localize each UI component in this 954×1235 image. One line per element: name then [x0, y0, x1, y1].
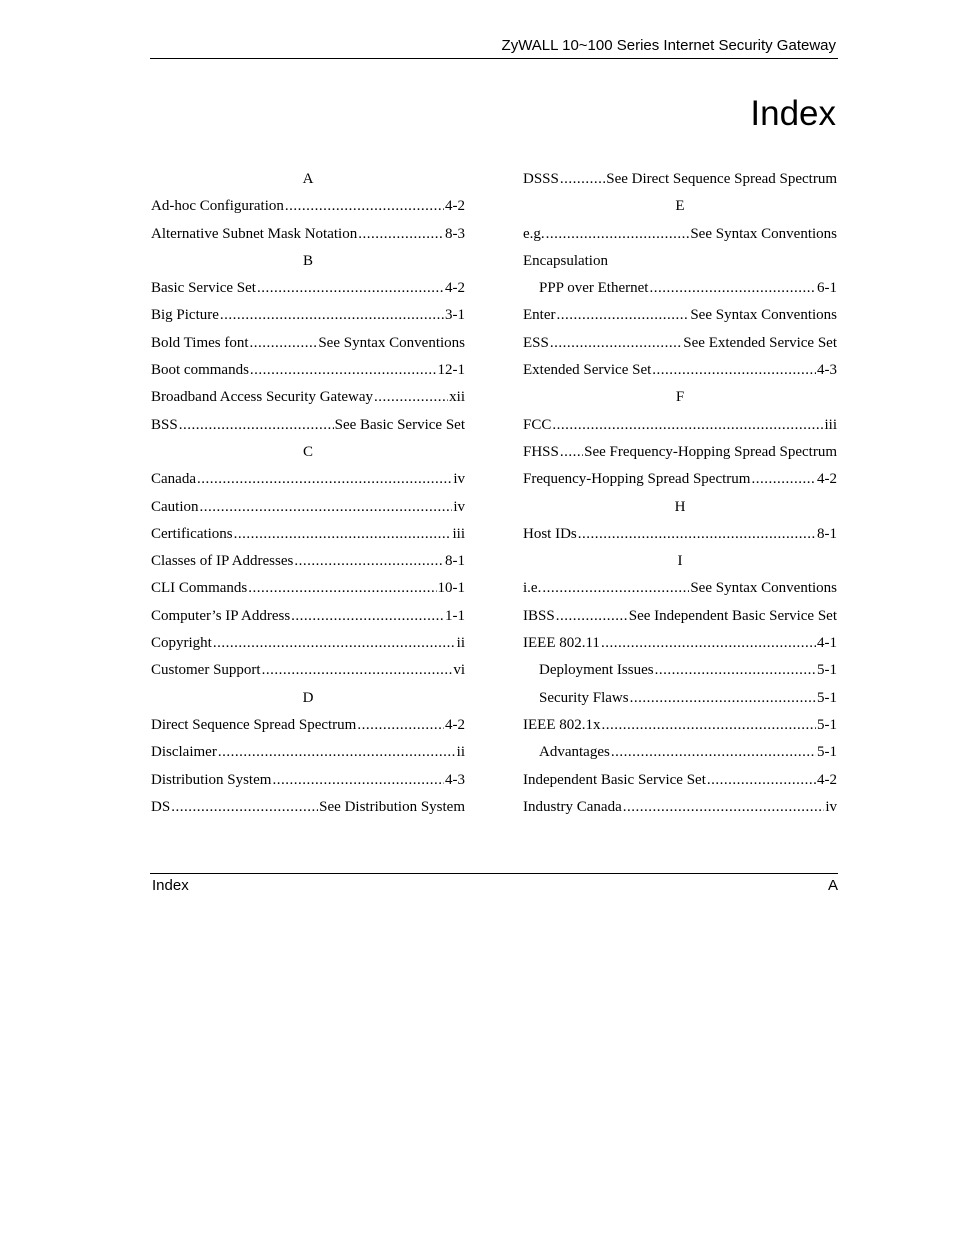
- index-page-ref: ii: [456, 635, 465, 652]
- index-page-ref: 4-2: [445, 280, 465, 297]
- index-entry: [523, 712, 837, 739]
- index-page-ref: ii: [456, 744, 465, 761]
- index-term: IEEE 802.1x: [523, 716, 601, 733]
- index-page-ref: 4-2: [817, 771, 837, 788]
- index-term: IEEE 802.11: [523, 635, 600, 652]
- index-term: PPP over Ethernet: [539, 280, 649, 297]
- index-columns: [151, 166, 837, 821]
- dot-leader: [546, 221, 690, 248]
- header-title: ZyWALL 10~100 Series Internet Security Gateway: [501, 37, 836, 54]
- dot-leader: [357, 712, 444, 739]
- index-entry: [523, 412, 837, 439]
- footer-section: Index: [152, 877, 189, 894]
- index-page-ref: iv: [453, 498, 465, 515]
- index-letter-heading: D: [302, 689, 314, 706]
- index-entry: [151, 657, 465, 684]
- index-term: ESS: [523, 334, 549, 351]
- index-page-ref: See Syntax Conventions: [690, 225, 837, 242]
- index-page-ref: 8-3: [445, 225, 465, 242]
- index-entry: [151, 630, 465, 657]
- index-entry: [151, 794, 465, 821]
- dot-leader: [649, 275, 816, 302]
- dot-leader: [250, 357, 437, 384]
- index-entry: [151, 330, 465, 357]
- index-term: Advantages: [539, 744, 610, 761]
- index-term: Ad-hoc Configuration: [151, 198, 284, 215]
- index-term: Host IDs: [523, 525, 577, 542]
- index-term: CLI Commands: [151, 580, 248, 597]
- index-page-ref: iii: [824, 416, 837, 433]
- dot-leader: [197, 466, 452, 493]
- dot-leader: [179, 412, 334, 439]
- index-page-ref: 4-2: [445, 198, 465, 215]
- index-page-ref: See Direct Sequence Spread Spectrum: [606, 171, 837, 187]
- index-term: Encapsulation: [523, 252, 608, 269]
- index-page-ref: 5-1: [817, 689, 837, 706]
- index-page-ref: xii: [449, 389, 465, 406]
- index-entry: [151, 193, 465, 220]
- index-entry: [523, 794, 837, 821]
- dot-leader: [250, 330, 318, 357]
- running-footer: [150, 873, 838, 896]
- index-letter-heading: H: [674, 498, 686, 515]
- index-term: Enter: [523, 307, 556, 324]
- index-entry: [523, 248, 837, 275]
- index-subentry: [523, 657, 837, 684]
- index-entry: [151, 384, 465, 411]
- index-entry: [151, 739, 465, 766]
- index-term: Boot commands: [151, 362, 249, 379]
- index-entry: [151, 412, 465, 439]
- dot-leader: [257, 275, 444, 302]
- dot-leader: [560, 166, 605, 193]
- index-entry: [151, 221, 465, 248]
- index-term: Disclaimer: [151, 744, 217, 761]
- index-term: Customer Support: [151, 662, 261, 679]
- index-letter-heading: I: [677, 553, 683, 570]
- index-column-left: [151, 166, 465, 821]
- index-page-ref: 1-1: [445, 607, 465, 624]
- index-subentry: [523, 739, 837, 766]
- index-term: IBSS: [523, 607, 555, 624]
- index-entry: [151, 466, 465, 493]
- index-page-ref: 4-3: [445, 771, 465, 788]
- index-entry: [151, 603, 465, 630]
- index-page-ref: iv: [825, 798, 837, 815]
- index-term: e.g.: [523, 225, 545, 242]
- index-term: Direct Sequence Spread Spectrum: [151, 716, 357, 733]
- index-term: Frequency-Hopping Spread Spectrum: [523, 471, 751, 488]
- index-page-ref: See Independent Basic Service Set: [628, 607, 837, 624]
- index-entry: [151, 275, 465, 302]
- index-page-ref: See Frequency-Hopping Spread Spectrum: [584, 443, 837, 460]
- dot-leader: [556, 603, 628, 630]
- index-term: FCC: [523, 416, 552, 433]
- dot-leader: [358, 221, 444, 248]
- index-page-ref: 8-1: [817, 525, 837, 542]
- index-entry: [523, 466, 837, 493]
- dot-leader: [630, 685, 816, 712]
- index-page-ref: 5-1: [817, 716, 837, 733]
- dot-leader: [248, 575, 436, 602]
- dot-leader: [272, 767, 444, 794]
- index-page-ref: See Syntax Conventions: [690, 580, 837, 597]
- dot-leader: [556, 302, 689, 329]
- index-term: Alternative Subnet Mask Notation: [151, 225, 358, 242]
- dot-leader: [234, 521, 452, 548]
- index-subentry: [523, 685, 837, 712]
- index-term: Canada: [151, 471, 196, 488]
- index-term: Security Flaws: [539, 689, 629, 706]
- index-term: DSSS: [523, 171, 559, 187]
- index-letter-heading: C: [302, 443, 313, 460]
- index-term: Caution: [151, 498, 199, 515]
- index-entry: [151, 521, 465, 548]
- index-page-ref: 3-1: [445, 307, 465, 324]
- dot-leader: [262, 657, 453, 684]
- index-subentry: [523, 275, 837, 302]
- index-page-ref: 4-3: [817, 362, 837, 379]
- index-page-ref: 8-1: [445, 553, 465, 570]
- index-term: FHSS: [523, 443, 559, 460]
- dot-leader: [294, 548, 444, 575]
- index-entry: [151, 302, 465, 329]
- dot-leader: [601, 630, 816, 657]
- index-column-right: [523, 166, 837, 821]
- index-term: Independent Basic Service Set: [523, 771, 706, 788]
- dot-leader: [578, 521, 816, 548]
- index-page-ref: See Distribution System: [319, 798, 465, 815]
- dot-leader: [220, 302, 444, 329]
- index-term: Certifications: [151, 525, 233, 542]
- index-entry: [151, 575, 465, 602]
- dot-leader: [611, 739, 816, 766]
- index-page-ref: 4-2: [817, 471, 837, 488]
- index-term: DS: [151, 798, 171, 815]
- dot-leader: [213, 630, 456, 657]
- dot-leader: [560, 439, 583, 466]
- index-entry: [523, 302, 837, 329]
- index-page-ref: 6-1: [817, 280, 837, 297]
- index-term: Basic Service Set: [151, 280, 256, 297]
- dot-leader: [552, 412, 823, 439]
- index-page-ref: 5-1: [817, 744, 837, 761]
- index-page-ref: 4-1: [817, 635, 837, 652]
- dot-leader: [374, 384, 448, 411]
- dot-leader: [285, 193, 444, 220]
- index-page-ref: iii: [452, 525, 465, 542]
- index-entry: [523, 439, 837, 466]
- index-entry: [523, 767, 837, 794]
- index-page-ref: iv: [453, 471, 465, 488]
- index-term: Industry Canada: [523, 798, 622, 815]
- index-term: Big Picture: [151, 307, 219, 324]
- dot-leader: [542, 575, 689, 602]
- page-title: Index: [750, 94, 836, 133]
- index-page-ref: 10-1: [437, 580, 465, 597]
- index-entry: [523, 603, 837, 630]
- dot-leader: [751, 466, 816, 493]
- index-page-ref: 5-1: [817, 662, 837, 679]
- index-term: Classes of IP Addresses: [151, 553, 294, 570]
- dot-leader: [707, 767, 816, 794]
- dot-leader: [218, 739, 456, 766]
- index-letter-heading: A: [302, 171, 314, 187]
- footer-page-number: A: [827, 877, 838, 894]
- index-term: Broadband Access Security Gateway: [151, 389, 374, 406]
- index-entry: [523, 575, 837, 602]
- index-page-ref: See Basic Service Set: [334, 416, 465, 433]
- index-entry: [151, 494, 465, 521]
- dot-leader: [200, 494, 453, 521]
- index-entry: [523, 357, 837, 384]
- dot-leader: [291, 603, 444, 630]
- running-header: [150, 36, 838, 59]
- index-letter-heading: E: [675, 198, 685, 215]
- index-entry: [523, 630, 837, 657]
- index-page-ref: 4-2: [445, 716, 465, 733]
- dot-leader: [652, 357, 816, 384]
- index-term: Computer’s IP Address: [151, 607, 291, 624]
- index-letter-heading: F: [675, 389, 685, 406]
- index-entry: [523, 166, 837, 193]
- index-page-ref: 12-1: [437, 362, 465, 379]
- index-page-ref: See Syntax Conventions: [318, 334, 465, 351]
- index-term: Extended Service Set: [523, 362, 652, 379]
- dot-leader: [623, 794, 825, 821]
- index-entry: [151, 712, 465, 739]
- index-letter-heading: B: [302, 252, 313, 269]
- index-entry: [151, 357, 465, 384]
- dot-leader: [655, 657, 816, 684]
- index-term: Copyright: [151, 635, 212, 652]
- index-entry: [523, 330, 837, 357]
- index-page-ref: See Extended Service Set: [683, 334, 837, 351]
- index-term: Bold Times font: [151, 334, 249, 351]
- index-entry: [151, 548, 465, 575]
- index-page-ref: vi: [453, 662, 465, 679]
- index-entry: [151, 767, 465, 794]
- index-page-ref: See Syntax Conventions: [690, 307, 837, 324]
- index-term: i.e.: [523, 580, 542, 597]
- dot-leader: [550, 330, 682, 357]
- dot-leader: [171, 794, 318, 821]
- index-term: Distribution System: [151, 771, 272, 788]
- index-term: Deployment Issues: [539, 662, 654, 679]
- index-entry: [523, 221, 837, 248]
- dot-leader: [601, 712, 816, 739]
- index-term: BSS: [151, 416, 178, 433]
- index-entry: [523, 521, 837, 548]
